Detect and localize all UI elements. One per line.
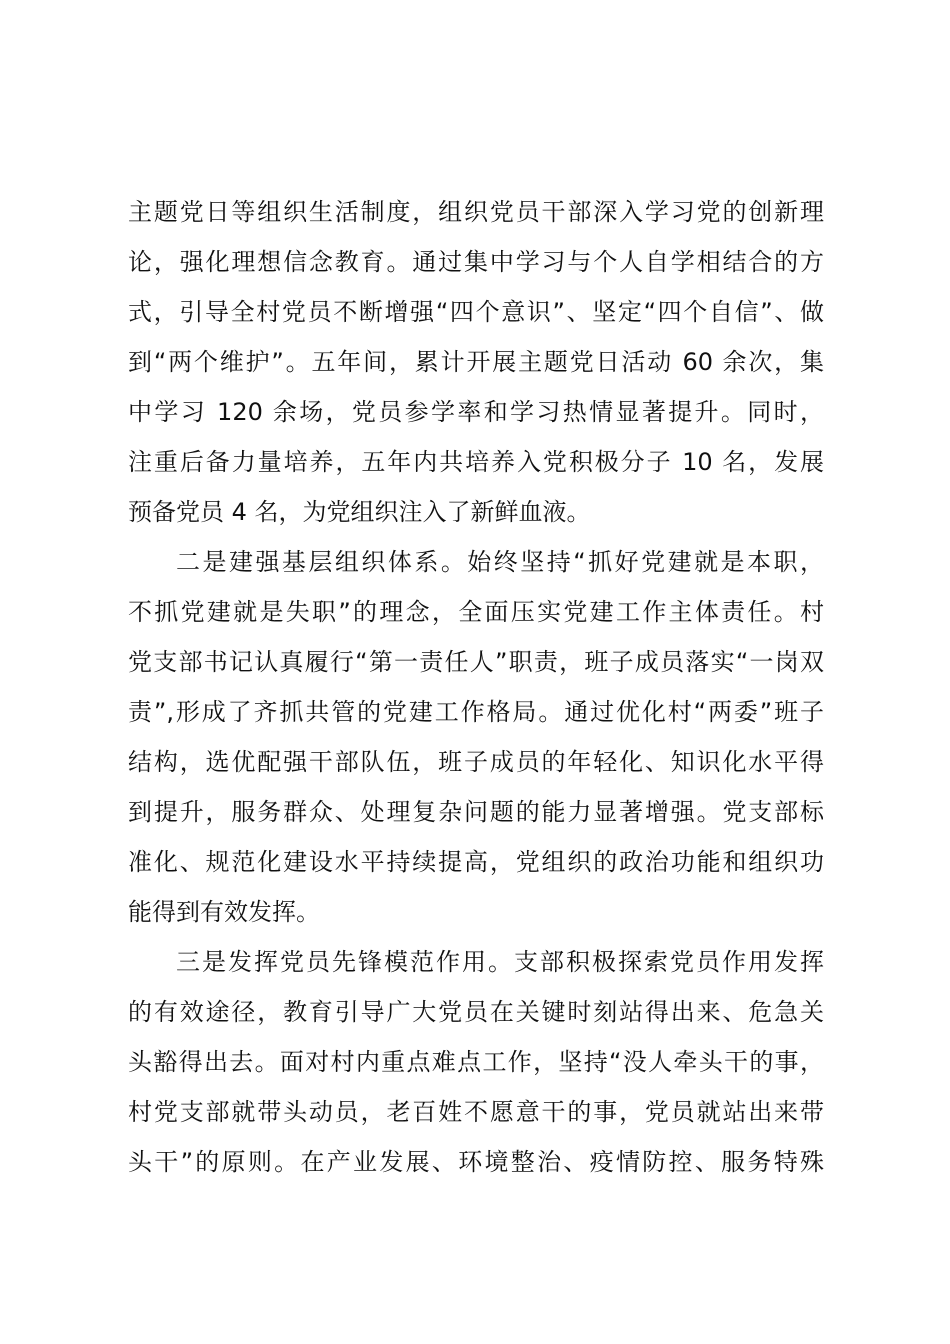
text-line: 头干”的原则。在产业发展、环境整治、疫情防控、服务特殊 (128, 1148, 824, 1176)
paragraph (128, 937, 824, 1187)
text-line: 能得到有效发挥。 (128, 898, 320, 926)
text-line: 中学习 120 余场，党员参学率和学习热情显著提升。同时， (128, 398, 824, 426)
text-line: 头豁得出去。面对村内重点难点工作，坚持“没人牵头干的事， (128, 1048, 824, 1076)
text-line: 村党支部就带头动员，老百姓不愿意干的事，党员就站出来带 (128, 1098, 824, 1126)
paragraph (128, 537, 824, 937)
text-line: 不抓党建就是失职”的理念，全面压实党建工作主体责任。村 (128, 598, 824, 626)
text-line: 到“两个维护”。五年间，累计开展主题党日活动 60 余次，集 (128, 348, 824, 376)
paragraph (128, 187, 824, 537)
text-line: 三是发挥党员先锋模范作用。支部积极探索党员作用发挥 (176, 948, 824, 976)
text-line: 式，引导全村党员不断增强“四个意识”、坚定“四个自信”、做 (128, 298, 824, 326)
text-line: 的有效途径，教育引导广大党员在关键时刻站得出来、危急关 (128, 998, 824, 1026)
text-line: 到提升，服务群众、处理复杂问题的能力显著增强。党支部标 (128, 798, 824, 826)
text-line: 论，强化理想信念教育。通过集中学习与个人自学相结合的方 (128, 248, 824, 276)
text-line: 主题党日等组织生活制度，组织党员干部深入学习党的创新理 (128, 198, 824, 226)
text-line: 预备党员 4 名，为党组织注入了新鲜血液。 (128, 498, 591, 526)
text-line: 责”,形成了齐抓共管的党建工作格局。通过优化村“两委”班子 (128, 698, 824, 726)
text-line: 注重后备力量培养，五年内共培养入党积极分子 10 名，发展 (128, 448, 824, 476)
text-line: 结构，选优配强干部队伍，班子成员的年轻化、知识化水平得 (128, 748, 824, 776)
document-page (128, 187, 824, 1187)
text-line: 党支部书记认真履行“第一责任人”职责，班子成员落实“一岗双 (128, 648, 824, 676)
text-line: 准化、规范化建设水平持续提高，党组织的政治功能和组织功 (128, 848, 824, 876)
text-line: 二是建强基层组织体系。始终坚持“抓好党建就是本职， (176, 548, 824, 576)
